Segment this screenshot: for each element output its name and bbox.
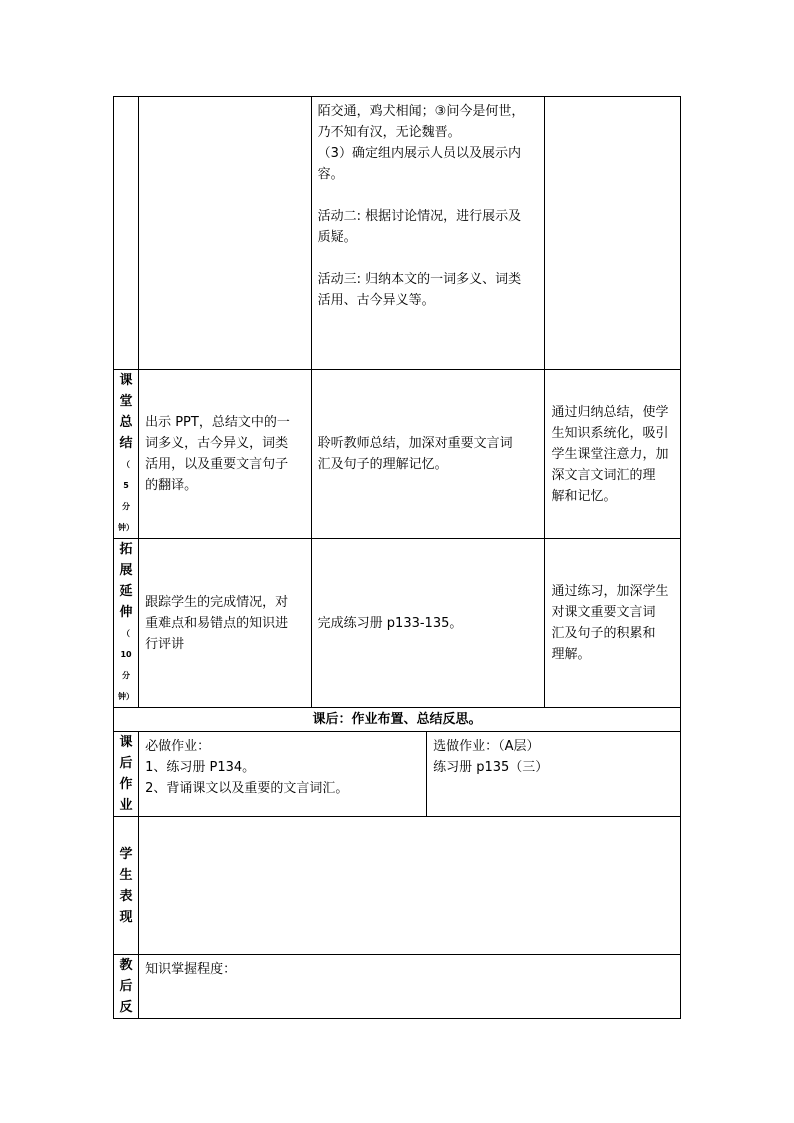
performance-content-cell — [139, 817, 681, 955]
label-char: 作 — [119, 777, 133, 792]
summary-teacher-cell — [139, 370, 312, 539]
label-char: 总 — [119, 415, 133, 430]
teacher-line: 活用，以及重要文言句子 — [145, 457, 289, 472]
label-char: 后 — [119, 979, 133, 994]
student-line: （3）确定组内展示人员以及展示内 — [317, 146, 521, 161]
student-line: 汇及句子的理解记忆。 — [317, 457, 448, 472]
student-line: 乃不知有汉，无论魏晋。 — [317, 125, 461, 140]
label-time: 分 — [122, 671, 131, 680]
homework-label — [114, 732, 139, 817]
label-char: 后 — [119, 756, 133, 771]
optional-homework-cell — [427, 732, 681, 817]
activities-intent-cell — [545, 97, 681, 370]
label-char: 生 — [119, 867, 133, 883]
summary-row — [114, 370, 681, 539]
intent-line: 汇及句子的积累和 — [551, 626, 656, 641]
intent-line: 通过归纳总结，使学 — [551, 404, 669, 420]
spacer — [318, 248, 539, 269]
extend-row — [114, 539, 681, 708]
reflection-content-cell — [139, 955, 681, 1019]
summary-intent-cell — [545, 370, 681, 539]
teacher-line: 的翻译。 — [145, 478, 198, 493]
after-class-row — [114, 708, 681, 732]
reflection-row — [114, 955, 681, 1019]
activities-teacher-cell — [139, 97, 312, 370]
intent-line: 对课文重要文言词 — [551, 605, 656, 620]
homework-line: 1、练习册 P134。 — [145, 760, 256, 775]
teacher-line: 行评讲 — [145, 636, 185, 652]
teacher-line: 跟踪学生的完成情况，对 — [145, 594, 289, 610]
intent-line: 解和记忆。 — [551, 488, 617, 504]
label-char: 伸 — [119, 605, 133, 620]
extend-student-cell — [311, 539, 545, 708]
teacher-line: 词多义，古今异义，词类 — [145, 436, 289, 451]
reflection-label — [114, 955, 139, 1019]
student-line: 完成练习册 p133-135。 — [317, 615, 463, 631]
student-line: 聆听教师总结，加深对重要文言词 — [317, 436, 513, 451]
label-char: 表 — [119, 888, 133, 904]
label-time: 钟） — [118, 523, 135, 532]
activities-row — [114, 97, 681, 370]
intent-line: 学生课堂注意力，加 — [551, 446, 669, 462]
label-time: 钟） — [118, 692, 135, 701]
label-char: 现 — [119, 909, 133, 925]
student-line: 陌交通，鸡犬相闻；③问今是何世， — [317, 104, 525, 119]
homework-line: 2、背诵课文以及重要的文言词汇。 — [145, 781, 349, 796]
performance-label — [114, 817, 139, 955]
label-time: （ — [122, 629, 131, 638]
label-char: 课 — [119, 373, 133, 388]
label-time: 分 — [122, 502, 131, 511]
performance-row — [114, 817, 681, 955]
label-char: 教 — [119, 958, 133, 973]
homework-line: 必做作业： — [145, 739, 211, 754]
label-char: 堂 — [119, 394, 133, 409]
label-char: 拓 — [119, 542, 133, 557]
required-homework-cell — [139, 732, 427, 817]
summary-label — [114, 370, 139, 539]
after-class-heading: 课后：作业布置、总结反思。 — [114, 708, 681, 732]
label-char: 反 — [119, 1000, 133, 1015]
label-time: 5 — [123, 481, 129, 490]
summary-student-cell — [311, 370, 545, 539]
activities-label-cell — [114, 97, 139, 370]
student-line: 活动三: 归纳本文的一词多义、词类 — [317, 272, 522, 287]
label-time: （ — [122, 460, 131, 469]
intent-line: 通过练习，加深学生 — [551, 584, 669, 599]
label-char: 课 — [119, 735, 133, 750]
label-char: 业 — [119, 798, 133, 813]
teacher-line: 出示 PPT，总结文中的一 — [145, 415, 290, 430]
reflection-text: 知识掌握程度： — [145, 962, 237, 977]
lesson-plan-table — [113, 96, 681, 1019]
intent-line: 理解。 — [551, 647, 591, 662]
label-char: 学 — [119, 846, 133, 862]
student-line: 质疑。 — [317, 230, 357, 245]
extend-intent-cell — [545, 539, 681, 708]
label-char: 展 — [119, 563, 133, 578]
teacher-line: 重难点和易错点的知识进 — [145, 615, 289, 631]
student-line: 活动二: 根据讨论情况，进行展示及 — [317, 209, 522, 224]
intent-line: 深文言文词汇的理 — [551, 467, 656, 483]
label-char: 结 — [119, 436, 133, 451]
extend-teacher-cell — [139, 539, 312, 708]
homework-line: 选做作业：（A层） — [433, 739, 540, 754]
extend-label — [114, 539, 139, 708]
intent-line: 生知识系统化，吸引 — [551, 425, 669, 441]
student-line: 容。 — [317, 167, 344, 182]
label-time: 10 — [120, 650, 132, 659]
label-char: 延 — [119, 584, 133, 599]
activities-student-cell — [311, 97, 545, 370]
student-line: 活用、古今异义等。 — [317, 293, 435, 308]
homework-line: 练习册 p135（三） — [433, 760, 549, 775]
spacer — [318, 185, 539, 206]
homework-row — [114, 732, 681, 817]
